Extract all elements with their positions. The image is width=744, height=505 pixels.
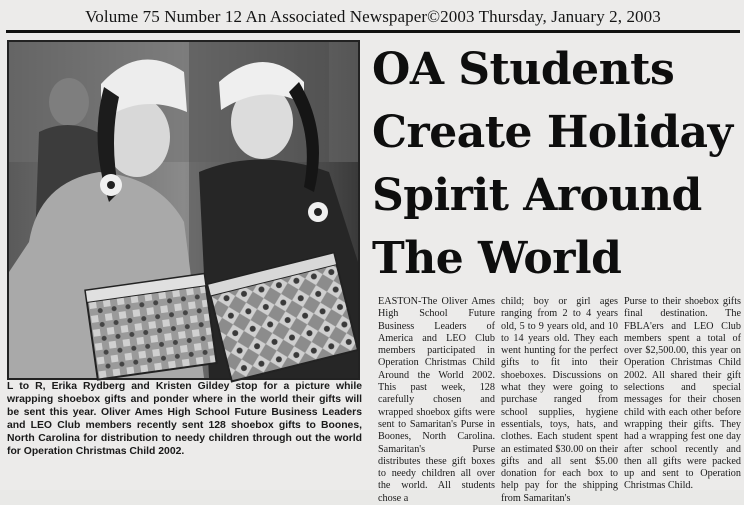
masthead-text: Volume 75 Number 12 An Associated Newspaper©2003 Thursday, January 2, 2003 <box>85 7 661 26</box>
article-column-2 <box>501 296 618 504</box>
article-body <box>378 296 742 504</box>
headline-line-2: Create Holiday <box>372 107 733 158</box>
article-text: child; boy or girl ages ranging from 2 to 4 years old, 5 to 9 years old, and 10 to 14 years old. They each went hunting for the perfect gifts to fit into their shoeboxes. Discussions on what they were going to purchase ranged from school supplies, hygiene essentials, toys, hats, and clothes. Each student spent an estimated $30.00 on their gifts and all sent $5.00 donation for each box to help pay for the shipping from Samaritan's <box>501 296 618 504</box>
photo-illustration <box>9 42 358 378</box>
photo-caption: L to R, Erika Rydberg and Kristen Gildey stop for a picture while wrapping shoebox gifts and ponder where in the world their gifts will be sent this year. Oliver Ames High School Future Business Leaders and LEO Club members recently sent 128 shoebox gifts to Boones, North Carolina for distribution to needy children through out the world for Operation Christmas Child 2002. <box>7 381 362 458</box>
headline <box>372 38 744 290</box>
headline-line-3: Spirit Around <box>372 170 702 221</box>
article-column-3 <box>624 296 741 492</box>
news-photo <box>7 40 360 380</box>
headline-line-1: OA Students <box>372 44 675 95</box>
article-column-1 <box>378 296 495 504</box>
article-text: Purse to their shoebox gifts final destination. The FBLA'ers and LEO Club members spent a total of over $2,500.00, this year on Operation Christmas Child 2002. All shared their gift selections and special messages for their chosen child with each other before wrapping their gifts. They had a wrapping fest one day after school recently and then all gifts were packed up and sent to Operation Christmas Child. <box>624 296 741 492</box>
headline-line-4: The World <box>372 233 622 284</box>
article-text: EASTON-The Oliver Ames High School Future Business Leaders of America and LEO Club members participated in Operation Christmas Child Around the World 2002. This past week, 128 carefully chosen and wrapped shoebox gifts were sent to Samaritan's Purse in Boones, North Carolina. Samaritan's Purse distributes these gift boxes to needy children all over the world. All students chose a <box>378 296 495 504</box>
masthead-bar <box>6 4 740 33</box>
